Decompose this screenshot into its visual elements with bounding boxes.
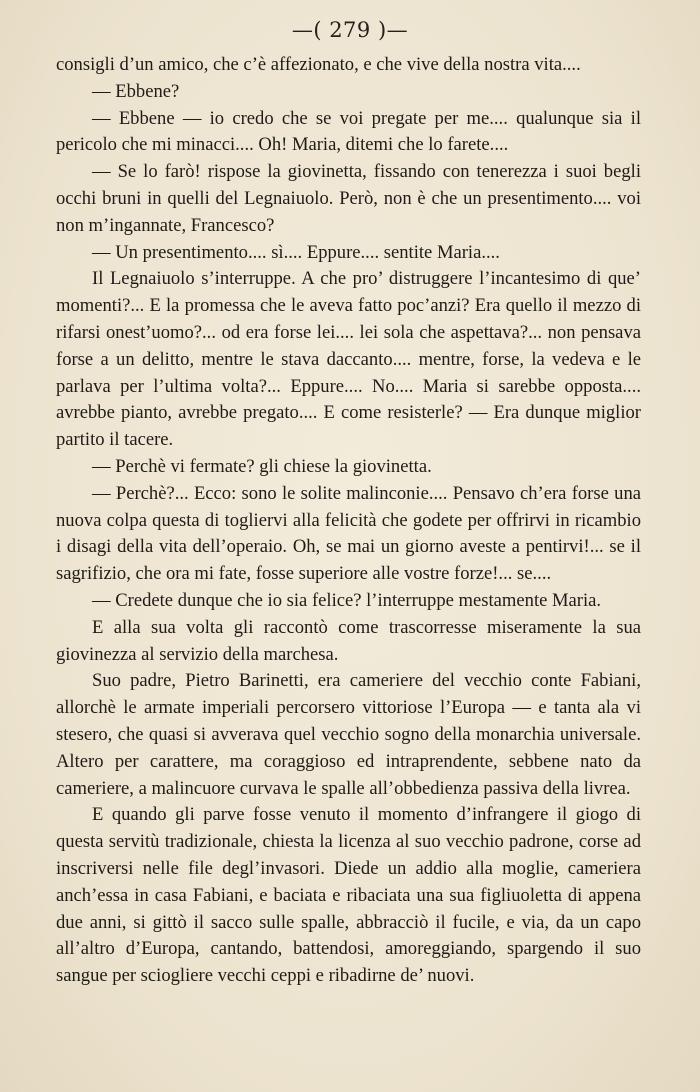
paragraph-1: consigli d’un amico, che c’è affezionato, e che vive della nostra vita.... [56, 54, 581, 75]
paragraph-11: Suo padre, Pietro Barinetti, era cameriere del vecchio conte Fabiani, allorchè le armate imperiali percorsero vittoriose l’Europa — e tanta ala vi stesero, che quasi si avverava quel vecchio sogno della monarchia universale. Altero per carattere, ma coraggioso ed intraprendente, sebbene nato da cameriere, a malincuore curvava le spalle all’obbedienza passiva della livrea. [56, 670, 641, 799]
paragraph-6: Il Legnaiuolo s’interruppe. A che pro’ distruggere l’incantesimo di que’ momenti?... E la promessa che le aveva fatto poc’anzi? Era quello il mezzo di rifarsi onest’uomo?... od era forse lei.... lei sola che aspettava?... non pensava forse a un delitto, mentre le stava daccanto.... mentre, forse, la vedeva e le parlava per l’ultima volta?... Eppure.... No.... Maria si sarebbe opposta.... avrebbe pianto, avrebbe pregato.... E come resisterle? — Era dunque miglior partito il tacere. [56, 268, 641, 451]
paragraph-2: — Ebbene? [92, 80, 180, 102]
paragraph-7: — Perchè vi fermate? gli chiese la giovinetta. [92, 455, 432, 477]
paragraph-10: E alla sua volta gli raccontò come trascorresse miseramente la sua giovinezza al servizio della marchesa. [56, 616, 641, 665]
paragraph-3: — Ebbene — io credo che se voi pregate per me.... qualunque sia il pericolo che mi minacci.... Oh! Maria, ditemi che lo farete.... [56, 107, 641, 156]
paragraph-9: — Credete dunque che io sia felice? l’interruppe mestamente Maria. [92, 589, 602, 611]
paragraph-4: — Se lo farò! rispose la giovinetta, fissando con tenerezza i suoi begli occhi bruni in quelli del Legnaiuolo. Però, non è che un presentimento.... voi non m’ingannate, Francesco? [56, 161, 641, 236]
paragraph-5: — Un presentimento.... sì.... Eppure.... sentite Maria.... [92, 241, 500, 263]
paragraph-12: E quando gli parve fosse venuto il momento d’infrangere il giogo di questa servitù tradizionale, chiesta la licenza al suo vecchio padrone, corse ad inscriversi nelle file degl’invasori. Diede un addio alla moglie, cameriera anch’essa in casa Fabiani, e baciata e ribaciata una sua figliuoletta di appena due anni, si gittò il sacco sulle spalle, abbracciò il fucile, e via, da un capo all’altro d’Europa, cantando, battendosi, amoreggiando, spargendo il suo sangue per sciogliere vecchi ceppi e ribadirne de’ nuovi. [56, 804, 641, 987]
paragraph-8: — Perchè?... Ecco: sono le solite malinconie.... Pensavo ch’era forse una nuova colpa questa di togliervi alla felicità che godete per offrirvi in ricambio i disagi della vita dell’operaio. Oh, se mai un giorno aveste a pentirvi!... se il sagrifizio, che ora mi fate, fosse superiore alle vostre forze!... se.... [56, 482, 641, 585]
page-number: —( 279 )— [291, 18, 409, 42]
body-text [56, 52, 641, 990]
